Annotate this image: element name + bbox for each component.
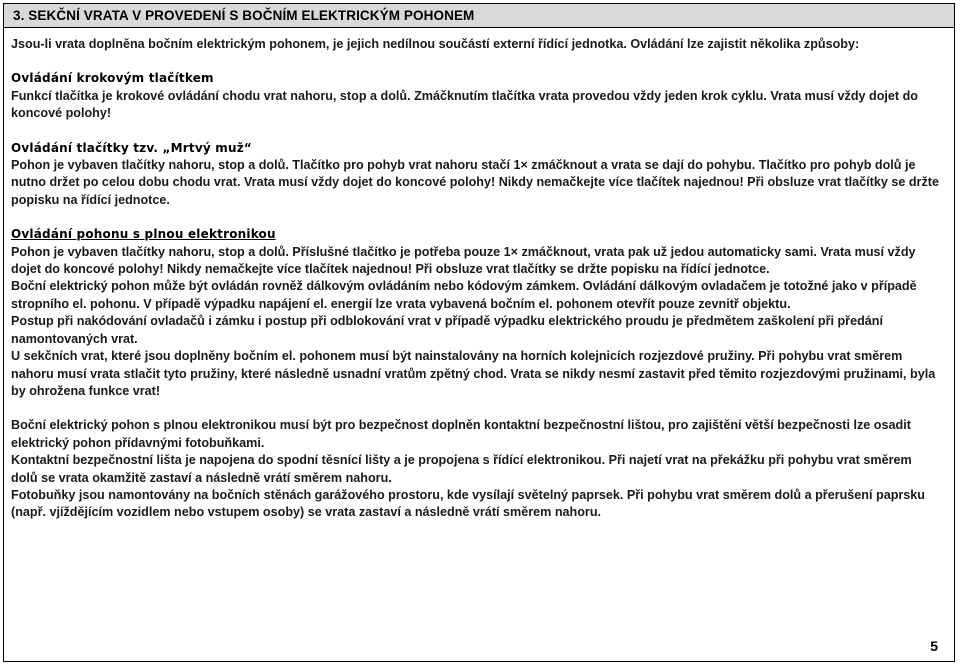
intro-paragraph: Jsou-li vrata doplněna bočním elektrickým pohonem, je jejich nedílnou součástí externí řídící jednotka. Ovládání lze zajistit několika způsoby: [11,37,860,51]
step-button-heading: Ovládání krokovým tlačítkem [11,71,214,86]
section-title: 3. SEKČNÍ VRATA V PROVEDENÍ S BOČNÍM ELEKTRICKÝM POHONEM [13,8,475,23]
section-heading-bar [4,4,954,28]
full-electronics-paragraph: Boční elektrický pohon může být ovládán rovněž dálkovým ovládáním nebo kódovým zámkem. Ovládání dálkovým ovladačem je totožné jako v případě stropního el. pohonu. V případě výpadku napájení el. energií lze vrata vybavená bočním el. pohonem otevřít pouze zevnitř objektu. [11,279,917,311]
safety-paragraph: Boční elektrický pohon s plnou elektronikou musí být pro bezpečnost doplněn kontaktní bezpečnostní lištou, pro zajištění větší bezpečnosti lze osadit elektrický pohon přídavnými fotobuňkami. [11,418,911,450]
full-electronics-heading: Ovládání pohonu s plnou elektronikou [11,227,276,242]
step-button-text: Funkcí tlačítka je krokové ovládání chodu vrat nahoru, stop a dolů. Zmáčknutím tlačítka vrata provedou vždy jeden krok cyklu. Vrata musí vždy dojet do koncové polohy! [11,88,918,121]
dead-man-heading: Ovládání tlačítky tzv. „Mrtvý muž“ [11,140,252,155]
safety-paragraph: Kontaktní bezpečnostní lišta je napojena do spodní těsnící lišty a je propojena s řídící elektronikou. Při najetí vrat na překážku při pohybu vrat směrem dolů se vrata okamžitě zastaví a následně vrátí směrem nahoru. [11,453,912,485]
full-electronics-paragraph: U sekčních vrat, které jsou doplněny bočním el. pohonem musí být nainstalovány na horních kolejnicích rozjezdové pružiny. Při pohybu vrat směrem nahoru musí vrata stlačit tyto pružiny, které následně usnadní vratům zpětný chod. Vrata se nikdy nesmí zastavit před těmito rozjezdovými pružinami, byla by ohrožena funkce vrat! [11,349,936,398]
document-body [11,36,941,522]
full-electronics-paragraph: Postup při nakódování ovladačů i zámku i postup při odblokování vrat v případě výpadku elektrického proudu je předmětem zaškolení při předání namontovaných vrat. [11,314,883,346]
full-electronics-paragraph: Pohon je vybaven tlačítky nahoru, stop a dolů. Příslušné tlačítko je potřeba pouze 1× zmáčknout, vrata pak už jedou automaticky sami. Vrata musí vždy dojet do koncové polohy! Nikdy nemačkejte více tlačítek najednou! Při obsluze vrat tlačítky se držte popisku na řídící jednotce. [11,244,916,277]
dead-man-text: Pohon je vybaven tlačítky nahoru, stop a dolů. Tlačítko pro pohyb vrat nahoru stačí 1× zmáčknout a vrata se dají do pohybu. Tlačítko pro pohyb dolů je nutno držet po celou dobu chodu vrat. Vrata musí vždy dojet do koncové polohy! Nikdy nemačkejte více tlačítek najednou! Při obsluze vrat tlačítky se držte popisku na řídící jednotce. [11,158,939,207]
safety-paragraph: Fotobuňky jsou namontovány na bočních stěnách garážového prostoru, kde vysílají světelný paprsek. Při pohybu vrat směrem dolů a přerušení paprsku (např. vjíždějícím vozidlem nebo vstupem osoby) se vrata zastaví a následně vrátí směrem nahoru. [11,487,925,520]
page-number: 5 [930,638,938,654]
